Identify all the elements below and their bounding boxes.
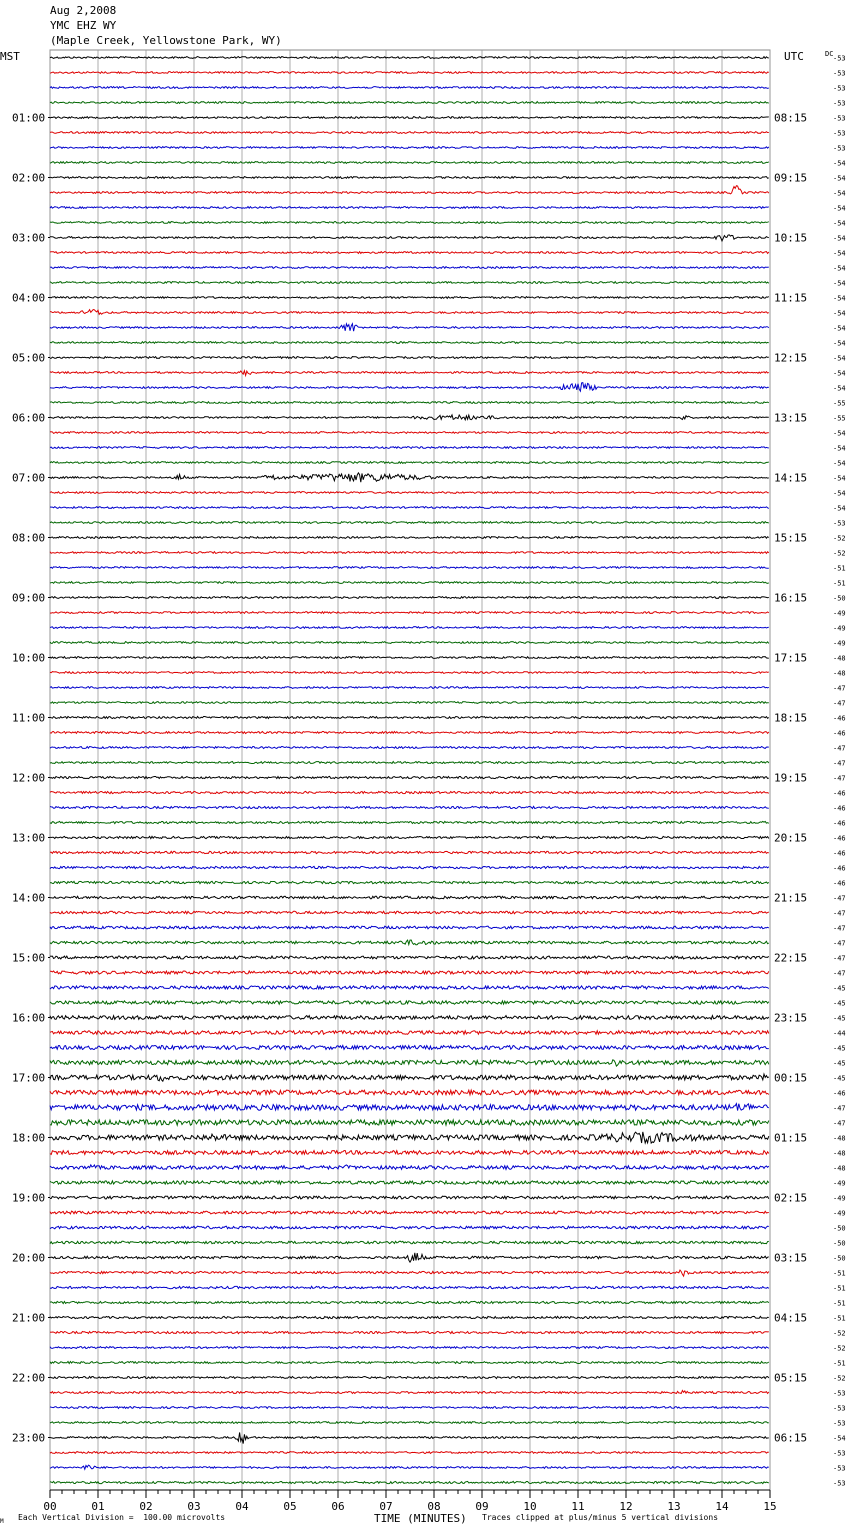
x-tick-label: 15 xyxy=(763,1500,777,1513)
mst-hour-label: 23:00 xyxy=(12,1431,46,1445)
trace-line xyxy=(50,282,769,284)
x-tick-label: 02 xyxy=(139,1500,153,1513)
utc-hour-label: 08:15 xyxy=(774,111,808,125)
trace-line xyxy=(50,986,769,989)
dc-offset-label: -49 xyxy=(833,1209,846,1218)
utc-hour-label: 01:15 xyxy=(774,1131,808,1145)
trace-line xyxy=(50,87,769,89)
dc-offset-label: -52 xyxy=(833,549,846,558)
dc-offset-label: -54 xyxy=(833,264,846,273)
dc-offset-label: -49 xyxy=(833,624,846,633)
dc-offset-label: -45 xyxy=(833,1014,846,1023)
dc-offset-label: -53 xyxy=(833,1404,846,1413)
trace-line xyxy=(50,612,769,614)
station-code: YMC EHZ WY xyxy=(50,19,117,32)
dc-offset-label: -54 xyxy=(833,159,846,168)
dc-offset-label: -47 xyxy=(833,954,846,963)
trace-line xyxy=(50,627,769,629)
trace-line xyxy=(50,252,769,254)
utc-hour-label: 20:15 xyxy=(774,831,808,845)
trace-line xyxy=(50,492,769,494)
dc-offset-label: -53 xyxy=(833,1464,846,1473)
dc-offset-label: -47 xyxy=(833,684,846,693)
dc-offset-label: -46 xyxy=(833,879,846,888)
x-tick-label: 06 xyxy=(331,1500,345,1513)
clip-note: Traces clipped at plus/minus 5 vertical divisions xyxy=(482,1513,719,1522)
trace-line xyxy=(50,1001,769,1004)
trace-line xyxy=(50,267,769,269)
trace-line xyxy=(50,522,769,524)
mst-hour-label: 18:00 xyxy=(12,1131,46,1145)
dc-offset-label: -51 xyxy=(833,1359,846,1368)
trace-line xyxy=(50,926,769,929)
mst-hour-label: 09:00 xyxy=(12,591,46,605)
trace-line xyxy=(50,762,769,764)
trace-line xyxy=(50,162,769,164)
trace-line xyxy=(50,1196,769,1199)
right-axis-label: UTC xyxy=(784,50,804,63)
trace-line xyxy=(50,57,769,59)
dc-offset-label: -54 xyxy=(833,294,846,303)
dc-offset-label: -46 xyxy=(833,714,846,723)
trace-line xyxy=(50,1465,769,1469)
trace-line xyxy=(50,1046,769,1050)
trace-line xyxy=(50,1165,769,1169)
dc-offset-label: -54 xyxy=(833,429,846,438)
dc-offset-label: -47 xyxy=(833,939,846,948)
dc-offset-label: -50 xyxy=(833,594,846,603)
division-note: Each Vertical Division = 100.00 microvolts xyxy=(18,1513,226,1522)
dc-offset-label: -54 xyxy=(833,234,846,243)
trace-line xyxy=(50,881,769,883)
trace-line xyxy=(50,1452,769,1454)
dc-offset-label: -54 xyxy=(833,189,846,198)
dc-offset-label: -54 xyxy=(833,474,846,483)
mst-hour-label: 19:00 xyxy=(12,1191,46,1205)
trace-line xyxy=(50,132,769,134)
utc-hour-label: 21:15 xyxy=(774,891,808,905)
trace-line xyxy=(50,507,769,509)
trace-line xyxy=(50,117,769,119)
mst-hour-label: 12:00 xyxy=(12,771,46,785)
trace-line xyxy=(50,956,769,959)
trace-line xyxy=(50,1151,769,1155)
dc-offset-label: -47 xyxy=(833,759,846,768)
trace-line xyxy=(50,642,769,644)
dc-offset-label: -53 xyxy=(833,84,846,93)
dc-offset-label: -53 xyxy=(833,69,846,78)
dc-offset-label: -54 xyxy=(833,489,846,498)
dc-offset-label: -46 xyxy=(833,789,846,798)
dc-offset-label: -53 xyxy=(833,1449,846,1458)
dc-offset-label: -49 xyxy=(833,1179,846,1188)
trace-line xyxy=(50,657,769,659)
trace-line xyxy=(50,310,769,315)
dc-offset-label: -54 xyxy=(833,249,846,258)
dc-offset-label: -54 xyxy=(833,174,846,183)
utc-hour-label: 16:15 xyxy=(774,591,808,605)
utc-hour-label: 10:15 xyxy=(774,231,808,245)
axis-labels xyxy=(0,50,846,1513)
trace-line xyxy=(50,462,769,464)
trace-line xyxy=(50,1120,769,1125)
trace-line xyxy=(50,1132,769,1143)
dc-offset-label: -53 xyxy=(833,129,846,138)
trace-line xyxy=(50,357,769,359)
trace-line xyxy=(50,1226,769,1229)
trace-line xyxy=(50,836,769,838)
utc-hour-label: 06:15 xyxy=(774,1431,808,1445)
trace-line xyxy=(50,147,769,149)
trace-line xyxy=(50,1211,769,1214)
dc-offset-label: -54 xyxy=(833,339,846,348)
trace-line xyxy=(50,447,769,449)
trace-line xyxy=(50,552,769,554)
dc-offset-label: -49 xyxy=(833,639,846,648)
trace-line xyxy=(50,567,769,569)
dc-offset-label: -46 xyxy=(833,804,846,813)
trace-line xyxy=(50,537,769,539)
dc-offset-label: -44 xyxy=(833,1029,846,1038)
trace-line xyxy=(50,371,769,376)
trace-line xyxy=(50,1316,769,1318)
trace-line xyxy=(50,791,769,793)
dc-offset-label: -45 xyxy=(833,1044,846,1053)
trace-line xyxy=(50,1391,769,1394)
utc-hour-label: 15:15 xyxy=(774,531,808,545)
dc-offset-label: -52 xyxy=(833,1344,846,1353)
trace-line xyxy=(50,1253,769,1262)
trace-line xyxy=(50,702,769,704)
dc-offset-label: -53 xyxy=(833,1389,846,1398)
dc-offset-label: -48 xyxy=(833,1134,846,1143)
trace-line xyxy=(50,1432,769,1443)
dc-offset-label: -46 xyxy=(833,864,846,873)
trace-line xyxy=(50,473,769,482)
trace-line xyxy=(50,940,769,945)
dc-offset-label: -51 xyxy=(833,1284,846,1293)
trace-line xyxy=(50,806,769,808)
trace-line xyxy=(50,415,769,420)
dc-offset-label: -50 xyxy=(833,1239,846,1248)
dc-offset-label: -51 xyxy=(833,579,846,588)
mst-hour-label: 01:00 xyxy=(12,111,46,125)
dc-offset-label: -46 xyxy=(833,1089,846,1098)
trace-line xyxy=(50,1347,769,1349)
dc-offset-label: -48 xyxy=(833,669,846,678)
dc-offset-label: -53 xyxy=(833,114,846,123)
trace-line xyxy=(50,102,769,104)
dc-offset-label: -46 xyxy=(833,819,846,828)
trace-line xyxy=(50,432,769,434)
x-tick-label: 12 xyxy=(619,1500,633,1513)
dc-offset-label: -55 xyxy=(833,399,846,408)
dc-offset-label: -54 xyxy=(833,354,846,363)
trace-line xyxy=(50,1104,769,1111)
dc-offset-label: -47 xyxy=(833,1104,846,1113)
trace-line xyxy=(50,732,769,734)
trace-line xyxy=(50,747,769,749)
trace-line xyxy=(50,851,769,853)
dc-offset-label: -51 xyxy=(833,564,846,573)
trace-line xyxy=(50,1181,769,1184)
mst-hour-label: 02:00 xyxy=(12,171,46,185)
trace-line xyxy=(50,297,769,299)
trace-line xyxy=(50,177,769,179)
dc-offset-label: -46 xyxy=(833,849,846,858)
x-tick-label: 03 xyxy=(187,1500,201,1513)
dc-offset-label: -54 xyxy=(833,384,846,393)
mst-hour-label: 05:00 xyxy=(12,351,46,365)
trace-line xyxy=(50,717,769,719)
mst-hour-label: 15:00 xyxy=(12,951,46,965)
utc-hour-label: 13:15 xyxy=(774,411,808,425)
mst-hour-label: 03:00 xyxy=(12,231,46,245)
dc-offset-label: -49 xyxy=(833,1194,846,1203)
trace-line xyxy=(50,1016,769,1020)
dc-offset-label: -54 xyxy=(833,279,846,288)
dc-offset-label: -47 xyxy=(833,699,846,708)
trace-line xyxy=(50,1270,769,1276)
dc-offset-label: -54 xyxy=(833,444,846,453)
dc-offset-label: -54 xyxy=(833,309,846,318)
mst-hour-label: 07:00 xyxy=(12,471,46,485)
mst-hour-label: 10:00 xyxy=(12,651,46,665)
x-tick-label: 10 xyxy=(523,1500,537,1513)
trace-line xyxy=(50,1362,769,1364)
dc-offset-label: -47 xyxy=(833,969,846,978)
utc-hour-label: 09:15 xyxy=(774,171,808,185)
dc-offset-label: -53 xyxy=(833,54,846,63)
trace-line xyxy=(50,1060,769,1066)
utc-hour-label: 14:15 xyxy=(774,471,808,485)
trace-line xyxy=(50,186,769,194)
dc-offset-label: -45 xyxy=(833,999,846,1008)
dc-offset-label: -47 xyxy=(833,909,846,918)
mst-hour-label: 16:00 xyxy=(12,1011,46,1025)
utc-hour-label: 00:15 xyxy=(774,1071,808,1085)
trace-line xyxy=(50,402,769,404)
trace-line xyxy=(50,1377,769,1379)
trace-line xyxy=(50,1331,769,1333)
dc-offset-label: -53 xyxy=(833,1479,846,1488)
traces xyxy=(50,57,769,1484)
trace-line xyxy=(50,222,769,224)
dc-offset-label: -54 xyxy=(833,1434,846,1443)
x-tick-label: 14 xyxy=(715,1500,729,1513)
trace-line xyxy=(50,597,769,599)
dc-offset-label: -45 xyxy=(833,984,846,993)
trace-line xyxy=(50,1074,769,1081)
dc-offset-label: -54 xyxy=(833,504,846,513)
mst-hour-label: 06:00 xyxy=(12,411,46,425)
utc-hour-label: 05:15 xyxy=(774,1371,808,1385)
utc-hour-label: 11:15 xyxy=(774,291,808,305)
dc-offset-label: -48 xyxy=(833,1149,846,1158)
trace-line xyxy=(50,866,769,868)
mst-hour-label: 04:00 xyxy=(12,291,46,305)
trace-line xyxy=(50,1286,769,1288)
dc-offset-label: -52 xyxy=(833,1329,846,1338)
utc-hour-label: 19:15 xyxy=(774,771,808,785)
trace-line xyxy=(50,971,769,974)
trace-line xyxy=(50,1031,769,1035)
x-tick-label: 05 xyxy=(283,1500,297,1513)
dc-offset-label: -47 xyxy=(833,744,846,753)
scale-mark: M xyxy=(0,1518,4,1525)
dc-offset-label: -54 xyxy=(833,219,846,228)
trace-line xyxy=(50,821,769,823)
mst-hour-label: 21:00 xyxy=(12,1311,46,1325)
x-tick-label: 04 xyxy=(235,1500,249,1513)
x-tick-label: 09 xyxy=(475,1500,489,1513)
utc-hour-label: 04:15 xyxy=(774,1311,808,1325)
mst-hour-label: 08:00 xyxy=(12,531,46,545)
trace-line xyxy=(50,72,769,74)
dc-offset-label: -54 xyxy=(833,324,846,333)
dc-offset-label: -55 xyxy=(833,414,846,423)
dc-offset-label: -51 xyxy=(833,1269,846,1278)
dc-offset-label: -52 xyxy=(833,534,846,543)
trace-line xyxy=(50,672,769,674)
utc-hour-label: 22:15 xyxy=(774,951,808,965)
trace-line xyxy=(50,1301,769,1303)
trace-line xyxy=(50,383,769,392)
dc-offset-label: -47 xyxy=(833,774,846,783)
dc-offset-label: -53 xyxy=(833,519,846,528)
trace-line xyxy=(50,342,769,344)
dc-offset-label: -53 xyxy=(833,1419,846,1428)
dc-offset-label: -54 xyxy=(833,369,846,378)
x-tick-label: 07 xyxy=(379,1500,393,1513)
dc-offset-label: -45 xyxy=(833,1059,846,1068)
dc-offset-label: -54 xyxy=(833,204,846,213)
dc-offset-label: -47 xyxy=(833,924,846,933)
dc-offset-label: -51 xyxy=(833,1299,846,1308)
x-tick-label: 13 xyxy=(667,1500,681,1513)
mst-hour-label: 11:00 xyxy=(12,711,46,725)
utc-hour-label: 03:15 xyxy=(774,1251,808,1265)
dc-offset-label: -53 xyxy=(833,144,846,153)
x-axis-label: TIME (MINUTES) xyxy=(374,1512,467,1525)
trace-line xyxy=(50,324,769,332)
trace-line xyxy=(50,776,769,778)
dc-offset-label: -46 xyxy=(833,729,846,738)
dc-offset-label: -50 xyxy=(833,1224,846,1233)
dc-offset-label: -49 xyxy=(833,609,846,618)
dc-label: DC xyxy=(825,50,834,58)
mst-hour-label: 17:00 xyxy=(12,1071,46,1085)
trace-line xyxy=(50,1090,769,1095)
utc-hour-label: 12:15 xyxy=(774,351,808,365)
dc-offset-label: -51 xyxy=(833,1314,846,1323)
dc-offset-label: -50 xyxy=(833,1254,846,1263)
mst-hour-label: 14:00 xyxy=(12,891,46,905)
plot-frame xyxy=(50,50,770,1490)
trace-line xyxy=(50,1481,769,1483)
trace-line xyxy=(50,896,769,899)
dc-offset-label: -47 xyxy=(833,1119,846,1128)
trace-line xyxy=(50,235,769,241)
dc-offset-label: -48 xyxy=(833,654,846,663)
trace-line xyxy=(50,207,769,209)
dc-offset-label: -48 xyxy=(833,1164,846,1173)
trace-line xyxy=(50,911,769,914)
utc-hour-label: 17:15 xyxy=(774,651,808,665)
trace-line xyxy=(50,687,769,689)
dc-offset-label: -52 xyxy=(833,1374,846,1383)
x-tick-label: 01 xyxy=(91,1500,105,1513)
mst-hour-label: 22:00 xyxy=(12,1371,46,1385)
dc-offset-label: -46 xyxy=(833,834,846,843)
left-axis-label: MST xyxy=(0,50,20,63)
dc-offset-label: -54 xyxy=(833,459,846,468)
x-tick-label: 11 xyxy=(571,1500,585,1513)
x-tick-label: 00 xyxy=(43,1500,57,1513)
dc-offset-label: -45 xyxy=(833,1074,846,1083)
trace-line xyxy=(50,1422,769,1424)
utc-hour-label: 18:15 xyxy=(774,711,808,725)
trace-line xyxy=(50,1407,769,1409)
trace-line xyxy=(50,582,769,584)
dc-offset-label: -53 xyxy=(833,99,846,108)
x-tick-label: 08 xyxy=(427,1500,441,1513)
station-location: (Maple Creek, Yellowstone Park, WY) xyxy=(50,34,282,47)
trace-line xyxy=(50,1241,769,1244)
utc-hour-label: 02:15 xyxy=(774,1191,808,1205)
mst-hour-label: 13:00 xyxy=(12,831,46,845)
dc-offset-label: -47 xyxy=(833,894,846,903)
plot-date: Aug 2,2008 xyxy=(50,4,117,17)
mst-hour-label: 20:00 xyxy=(12,1251,46,1265)
utc-hour-label: 23:15 xyxy=(774,1011,808,1025)
